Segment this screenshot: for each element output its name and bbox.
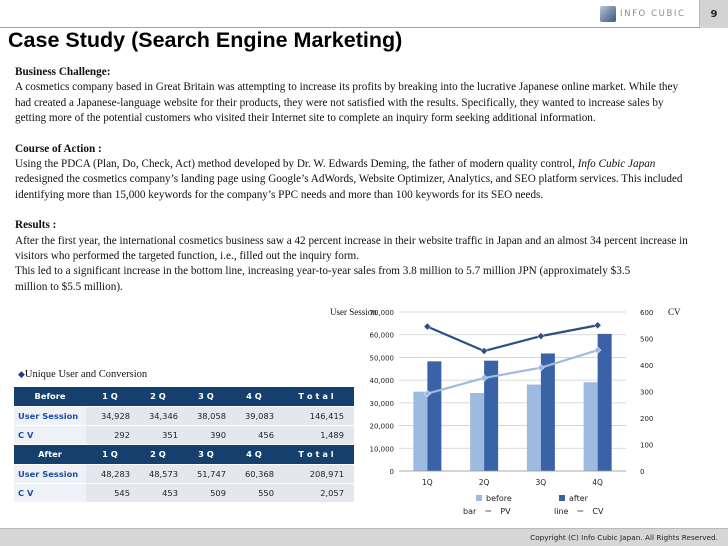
row-label: C V bbox=[14, 483, 86, 502]
table-row bbox=[14, 406, 354, 425]
table-header-cell: 3 Q bbox=[182, 387, 230, 406]
tables-section-title: Unique User and Conversion bbox=[24, 369, 148, 380]
sessions-cv-chart bbox=[326, 298, 726, 528]
row-label: User Session bbox=[14, 464, 86, 483]
right-tick-label: 600 bbox=[640, 309, 654, 317]
right-tick-label: 200 bbox=[640, 415, 654, 423]
line-marker bbox=[481, 347, 488, 354]
table-cell: 509 bbox=[182, 483, 230, 502]
info-cubic-logo bbox=[600, 5, 695, 23]
line-marker bbox=[594, 322, 601, 329]
bar-after bbox=[598, 334, 612, 471]
table-header-cell: After bbox=[14, 445, 86, 464]
right-axis-title: CV bbox=[668, 307, 681, 317]
category-label: 4Q bbox=[592, 478, 603, 487]
right-tick-label: 300 bbox=[640, 388, 654, 397]
table-cell: 453 bbox=[134, 483, 182, 502]
bar-after bbox=[541, 353, 555, 471]
line-marker bbox=[537, 333, 544, 340]
bar-before bbox=[584, 382, 598, 471]
header-bar bbox=[0, 0, 728, 28]
category-label: 2Q bbox=[478, 478, 490, 487]
table-cell: 456 bbox=[230, 425, 278, 444]
chart-annotation: bar ＝ PV bbox=[463, 507, 511, 516]
table-header-cell: 1 Q bbox=[86, 387, 134, 406]
row-label: User Session bbox=[14, 406, 86, 425]
category-label: 1Q bbox=[422, 478, 433, 487]
right-tick-label: 400 bbox=[640, 362, 654, 370]
page-number: 9 bbox=[699, 0, 728, 28]
bar-before bbox=[413, 392, 427, 471]
action-heading: Course of Action : bbox=[15, 142, 102, 155]
table-row bbox=[14, 464, 354, 483]
logo-text: INFO CUBIC bbox=[620, 9, 686, 19]
table-total-cell: 1,489 bbox=[278, 425, 354, 444]
table-header-cell: T o t a l bbox=[278, 445, 354, 464]
table-cell: 38,058 bbox=[182, 406, 230, 425]
results-heading: Results : bbox=[15, 219, 57, 232]
action-text-1: Using the PDCA (Plan, Do, Check, Act) method developed by Dr. W. Edwards Deming, the father of modern quality control, bbox=[15, 158, 578, 171]
footer-bar bbox=[0, 528, 728, 546]
table-header-cell: T o t a l bbox=[278, 387, 354, 406]
table-cell: 34,346 bbox=[134, 406, 182, 425]
left-tick-label: 20,000 bbox=[369, 422, 394, 431]
legend-label-after: after bbox=[569, 494, 588, 503]
left-tick-label: 30,000 bbox=[369, 399, 394, 408]
action-company: Info Cubic Japan bbox=[577, 158, 656, 171]
table-header-cell: 4 Q bbox=[230, 445, 278, 464]
left-tick-label: 70,000 bbox=[369, 309, 394, 317]
legend-swatch-before bbox=[476, 495, 482, 501]
legend-label-before: before bbox=[486, 494, 512, 503]
bar-after bbox=[427, 361, 441, 471]
case-study-body bbox=[15, 65, 695, 295]
table-header-cell: 2 Q bbox=[134, 387, 182, 406]
after-table bbox=[14, 445, 354, 503]
left-tick-label: 40,000 bbox=[369, 377, 394, 386]
table-cell: 39,083 bbox=[230, 406, 278, 425]
challenge-text: A cosmetics company based in Great Britain was attempting to increase its profits by breaking into the lucrative Japanese online market. While they had created a Japanese-language website for their products, they were not satisfied with the results. Specifically, they wanted to increase sales by getting more of the potential customers who visited their Internet site to complete an inquiry form seeking additional information. bbox=[15, 81, 679, 125]
right-tick-label: 0 bbox=[640, 468, 645, 476]
left-axis-title: User Session bbox=[330, 307, 377, 317]
before-table bbox=[14, 387, 354, 445]
line-marker bbox=[424, 323, 431, 330]
table-header-cell: 2 Q bbox=[134, 445, 182, 464]
chart-annotation: line ＝ CV bbox=[554, 507, 604, 516]
results-text-1: After the first year, the international cosmetics business saw a 42 percent increase in their website traffic in Japan and an almost 34 percent increase in visitors who performed the targeted function, i.e., filled out the inquiry form. bbox=[15, 234, 688, 263]
table-cell: 550 bbox=[230, 483, 278, 502]
table-cell: 545 bbox=[86, 483, 134, 502]
page-title: Case Study (Search Engine Marketing) bbox=[8, 28, 403, 52]
challenge-heading: Business Challenge: bbox=[15, 66, 111, 78]
action-paragraph bbox=[15, 157, 695, 203]
line-before-CV bbox=[427, 350, 597, 393]
table-cell: 351 bbox=[134, 425, 182, 444]
table-cell: 34,928 bbox=[86, 406, 134, 425]
left-tick-label: 10,000 bbox=[369, 445, 394, 454]
action-text-2: redesigned the cosmetics company’s landing page using Google’s AdWords, Website Optimizer, Analytics, and SEO platform services. This included identifying more than 15,000 keywords for the company’s PPC needs and more than 100 keywords for its SEO needs. bbox=[15, 173, 683, 201]
diamond-bullet-icon: ◆ bbox=[18, 370, 25, 380]
table-cell: 51,747 bbox=[182, 464, 230, 483]
table-header-cell: Before bbox=[14, 387, 86, 406]
copyright-text: Copyright (C) Info Cubic Japan. All Rights Reserved. bbox=[530, 533, 718, 542]
right-tick-label: 100 bbox=[640, 441, 654, 450]
table-total-cell: 2,057 bbox=[278, 483, 354, 502]
right-tick-label: 500 bbox=[640, 335, 654, 344]
table-total-cell: 208,971 bbox=[278, 464, 354, 483]
tables-section-label bbox=[18, 369, 147, 380]
legend-swatch-after bbox=[559, 495, 565, 501]
chart-svg bbox=[326, 298, 726, 528]
results-text-2: This led to a significant increase in the bottom line, increasing year-to-year sales from 3.8 million to 5.7 million JPN (approximately $3.5 million to $5.5 million). bbox=[15, 265, 631, 293]
category-label: 3Q bbox=[535, 478, 547, 487]
table-header-cell: 1 Q bbox=[86, 445, 134, 464]
after-table-header bbox=[14, 445, 354, 464]
table-header-cell: 4 Q bbox=[230, 387, 278, 406]
table-cell: 60,368 bbox=[230, 464, 278, 483]
line-after-CV bbox=[427, 325, 597, 351]
bar-before bbox=[527, 385, 541, 471]
table-header-cell: 3 Q bbox=[182, 445, 230, 464]
table-cell: 48,283 bbox=[86, 464, 134, 483]
table-cell: 48,573 bbox=[134, 464, 182, 483]
table-total-cell: 146,415 bbox=[278, 406, 354, 425]
table-row bbox=[14, 425, 354, 444]
before-table-header bbox=[14, 387, 354, 406]
left-tick-label: 60,000 bbox=[369, 331, 394, 340]
cube-icon bbox=[600, 6, 616, 22]
bar-before bbox=[470, 393, 484, 471]
table-cell: 292 bbox=[86, 425, 134, 444]
left-tick-label: 0 bbox=[389, 468, 394, 476]
row-label: C V bbox=[14, 425, 86, 444]
left-tick-label: 50,000 bbox=[369, 354, 394, 363]
table-cell: 390 bbox=[182, 425, 230, 444]
table-row bbox=[14, 483, 354, 502]
